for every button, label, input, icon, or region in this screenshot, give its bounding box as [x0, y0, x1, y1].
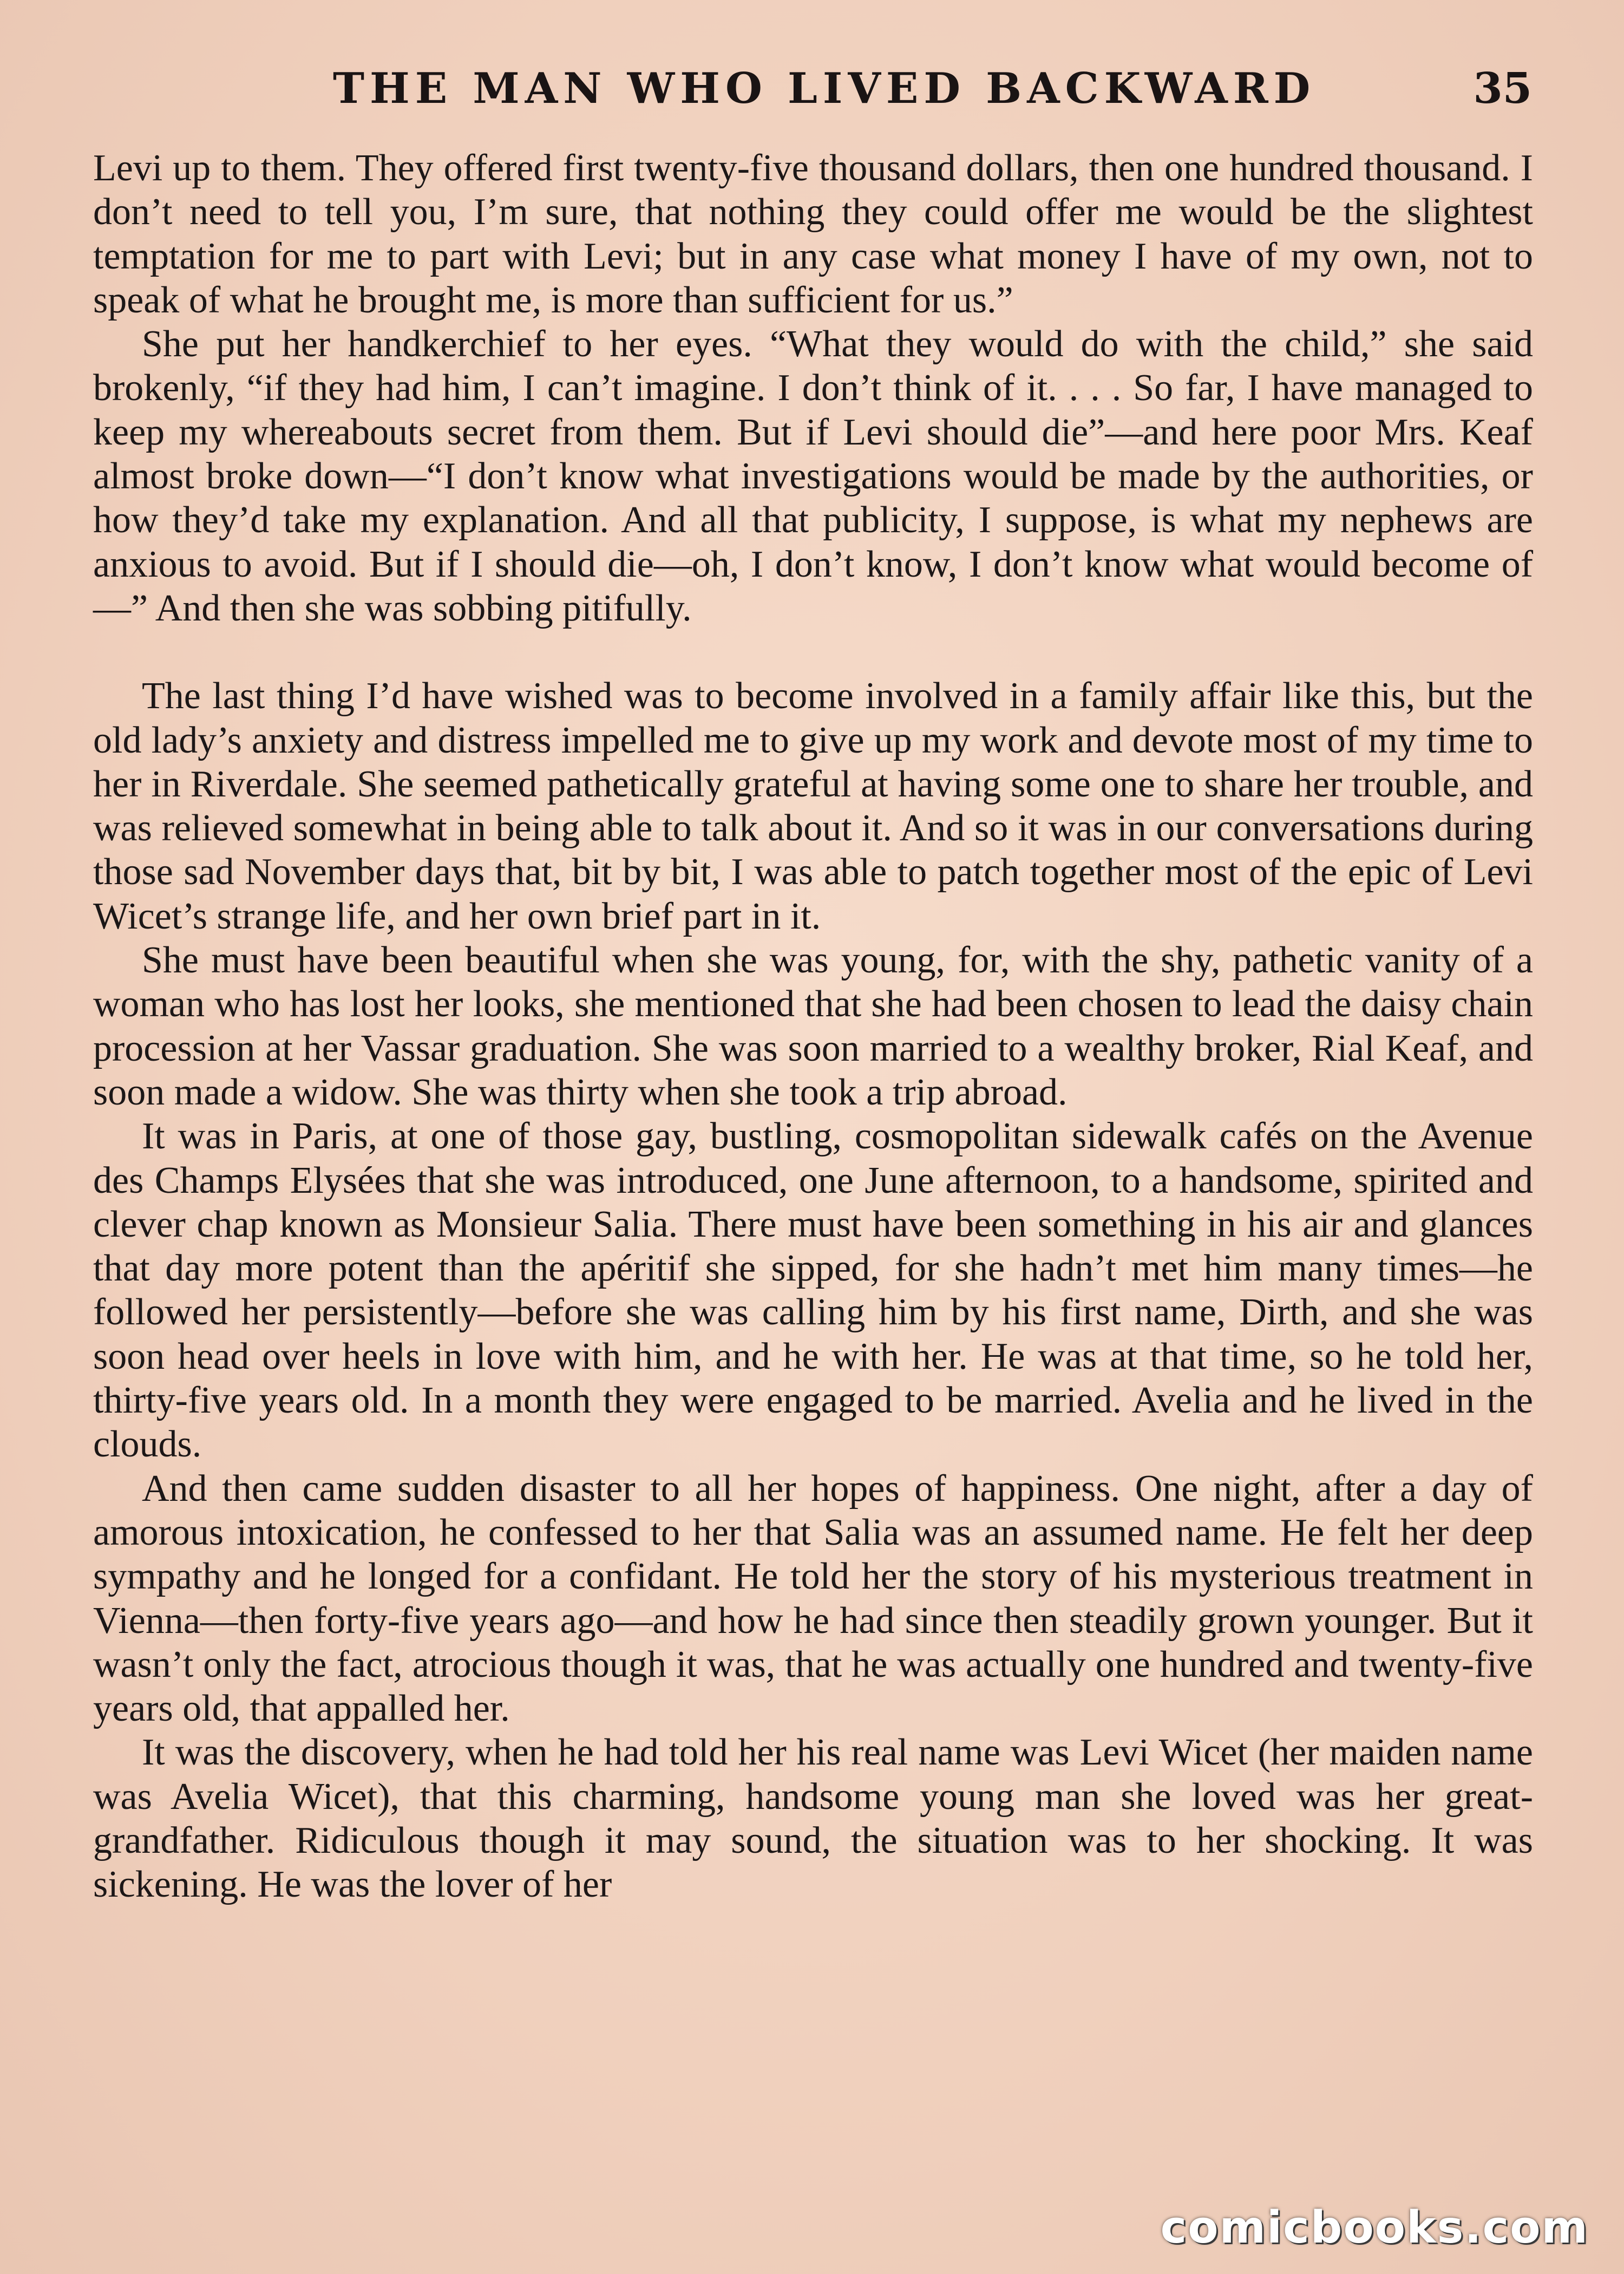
running-title: THE MAN WHO LIVED BACKWARD: [333, 64, 1316, 113]
site-watermark: comicbooks.com: [1160, 2202, 1589, 2253]
page-header: [92, 64, 1532, 123]
paragraph: She put her handkerchief to her eyes. “What they would do with the child,” she said brokenly, “if they had him, I can’t imagine. I don’t think of it. . . . So far, I have managed to keep my whereabouts secret from them. But if Levi should die”—and here poor Mrs. Keaf almost broke down—“I don’t know what investigations would be made by the authorities, or how they’d take my explanation. And all that publicity, I suppose, is what my nephews are anxious to avoid. But if I should die—oh, I don’t know, I don’t know what would become of—” And then she was sobbing pitifully.: [93, 323, 1533, 629]
page-number: 35: [1473, 64, 1532, 113]
paragraph: And then came sudden disaster to all her hopes of happiness. One night, after a day of amorous intoxication, he confessed to her that Salia was an assumed name. He felt her deep sympathy and he longed for a confidant. He told her the story of his mysterious treatment in Vienna—then forty-five years ago—and how he had since then steadily grown younger. But it wasn’t only the fact, atrocious though it was, that he was actually one hundred and twenty-five years old, that appalled her.: [93, 1467, 1533, 1730]
paragraph: She must have been beautiful when she was young, for, with the shy, pathetic vanity of a woman who has lost her looks, she mentioned that she had been chosen to lead the daisy chain procession at her Vassar graduation. She was soon married to a wealthy broker, Rial Keaf, and soon made a widow. She was thirty when she took a trip abroad.: [93, 939, 1533, 1113]
paragraph: It was in Paris, at one of those gay, bustling, cosmopolitan sidewalk cafés on the Avenue des Champs Elysées that she was introduced, one June afternoon, to a handsome, spirited and clever chap known as Monsieur Salia. There must have been something in his air and glances that day more potent than the apéritif she sipped, for she hadn’t met him many times—he followed her persistently—before she was calling him by his first name, Dirth, and she was soon head over heels in love with him, and he with her. He was at that time, so he told her, thirty-five years old. In a month they were engaged to be married. Avelia and he lived in the clouds.: [93, 1115, 1533, 1466]
paragraph: The last thing I’d have wished was to become involved in a family affair like this, but the old lady’s anxiety and distress impelled me to give up my work and devote most of my time to her in Riverdale. She seemed pathetically grateful at having some one to share her trouble, and was relieved somewhat in being able to talk about it. And so it was in our conversations during those sad November days that, bit by bit, I was able to patch together most of the epic of Levi Wicet’s strange life, and her own brief part in it.: [93, 675, 1533, 937]
body-text: [93, 146, 1533, 1907]
paragraph: It was the discovery, when he had told her his real name was Levi Wicet (her maiden name was Avelia Wicet), that this charming, handsome young man she loved was her great-grandfather. Ridiculous though it may sound, the situation was to her shocking. It was sickening. He was the lover of her: [93, 1731, 1533, 1906]
paragraph: Levi up to them. They offered first twenty-five thousand dollars, then one hundred thousand. I don’t need to tell you, I’m sure, that nothing they could offer me would be the slightest temptation for me to part with Levi; but in any case what money I have of my own, not to speak of what he brought me, is more than sufficient for us.”: [93, 147, 1533, 321]
